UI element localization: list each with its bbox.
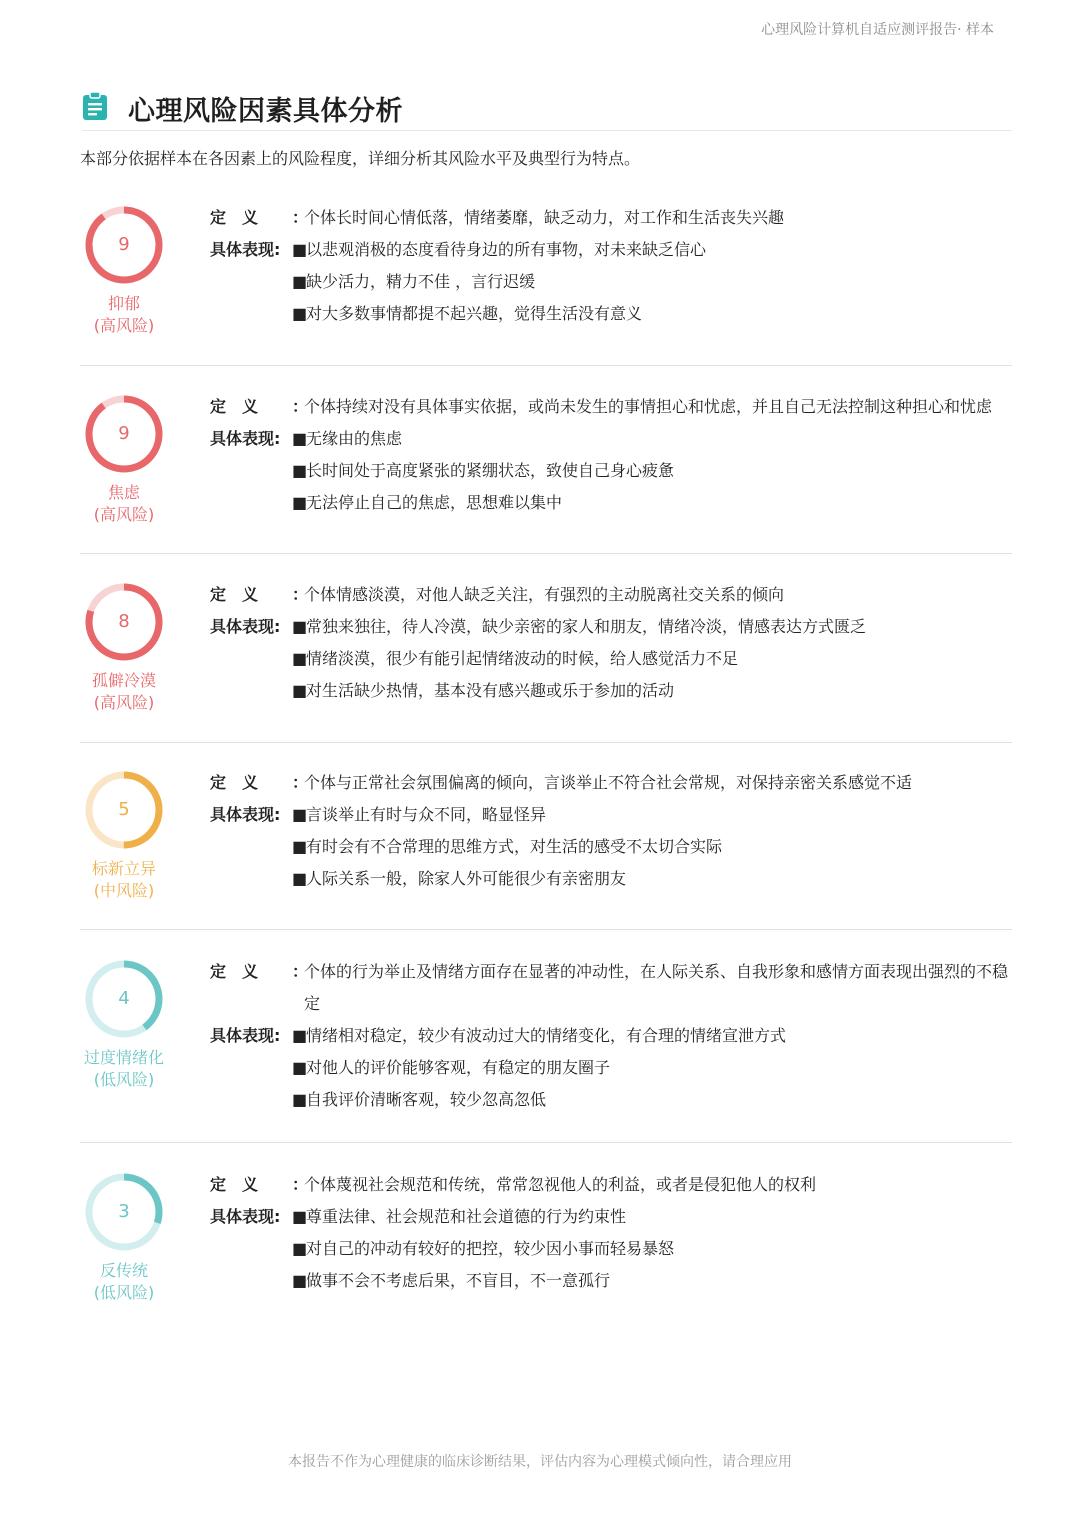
behavior-item: 尊重法律、社会规范和社会道德的行为约束性	[306, 1207, 627, 1226]
behavior-row	[210, 1084, 1010, 1116]
behavior-label: 具体表现:	[210, 805, 281, 824]
factor-gauge-column	[80, 579, 168, 714]
behavior-row	[210, 863, 1010, 895]
behavior-row	[210, 266, 1010, 298]
definition-colon: ：	[292, 397, 309, 416]
definition-colon: ：	[292, 1175, 309, 1194]
bullet-icon: ■	[292, 1207, 308, 1226]
bullet-icon: ■	[292, 1239, 308, 1258]
risk-level: (高风险)	[93, 505, 155, 524]
behavior-row	[210, 675, 1010, 707]
definition-row	[210, 391, 1010, 423]
score-value: 8	[118, 611, 130, 632]
definition-label: 定 义	[210, 773, 259, 792]
behavior-item: 常独来独往，待人冷漠，缺少亲密的家人和朋友，情绪冷淡，情感表达方式匮乏	[306, 617, 867, 636]
bullet-icon: ■	[292, 1026, 308, 1045]
behavior-row	[210, 455, 1010, 487]
page-title: 心理风险因素具体分析	[128, 95, 403, 127]
bullet-icon: ■	[292, 304, 308, 323]
behavior-label: 具体表现:	[210, 1207, 281, 1226]
score-gauge	[81, 767, 167, 853]
behavior-row	[210, 1052, 1010, 1084]
factor-description	[210, 1169, 1010, 1297]
score-value: 5	[118, 799, 130, 820]
title-divider	[82, 130, 1012, 131]
footer-disclaimer: 本报告不作为心理健康的临床诊断结果，评估内容为心理模式倾向性，请合理应用	[288, 1454, 792, 1470]
factor-gauge-column	[80, 391, 168, 526]
factor-name: 过度情绪化	[83, 1048, 164, 1067]
behavior-label: 具体表现:	[210, 1026, 281, 1045]
score-gauge	[81, 202, 167, 288]
factor-section-eccentricity	[80, 767, 1012, 930]
bullet-icon: ■	[292, 272, 308, 291]
behavior-row	[210, 423, 1010, 455]
behavior-row	[210, 1233, 1010, 1265]
behavior-item: 长时间处于高度紧张的紧绷状态，致使自己身心疲惫	[306, 461, 675, 480]
bullet-icon: ■	[292, 493, 308, 512]
section-title-row	[82, 86, 1012, 130]
definition-row	[210, 767, 1010, 799]
section-divider	[80, 553, 1012, 554]
definition-row	[210, 956, 1010, 1020]
definition-text: 个体蔑视社会规范和传统，常常忽视他人的利益，或者是侵犯他人的权利	[304, 1175, 817, 1194]
factor-section-anxiety	[80, 391, 1012, 554]
score-gauge	[81, 391, 167, 477]
factor-name: 孤僻冷漠	[91, 671, 156, 690]
bullet-icon: ■	[292, 429, 308, 448]
factor-name: 抑郁	[107, 294, 140, 313]
factor-description	[210, 767, 1010, 895]
factor-section-depression	[80, 202, 1012, 366]
score-value: 9	[118, 234, 130, 255]
behavior-row	[210, 611, 1010, 643]
bullet-icon: ■	[292, 837, 308, 856]
score-value: 3	[118, 1201, 130, 1222]
definition-row	[210, 202, 1010, 234]
behavior-row	[210, 1201, 1010, 1233]
behavior-item: 对生活缺少热情，基本没有感兴趣或乐于参加的活动	[306, 681, 675, 700]
factor-name: 标新立异	[91, 859, 156, 878]
definition-colon: ：	[292, 208, 309, 227]
factor-name: 反传统	[99, 1261, 148, 1280]
risk-level: (低风险)	[93, 1070, 155, 1089]
bullet-icon: ■	[292, 1090, 308, 1109]
behavior-row	[210, 234, 1010, 266]
behavior-item: 做事不会不考虑后果，不盲目，不一意孤行	[306, 1271, 611, 1290]
behavior-row	[210, 799, 1010, 831]
behavior-row	[210, 1265, 1010, 1297]
bullet-icon: ■	[292, 461, 308, 480]
definition-text: 个体的行为举止及情绪方面存在显著的冲动性，在人际关系、自我形象和感情方面表现出强烈的不稳定	[304, 962, 1009, 1013]
factor-description	[210, 202, 1010, 330]
definition-label: 定 义	[210, 208, 259, 227]
definition-colon: ：	[292, 585, 309, 604]
intro-text: 本部分依据样本在各因素上的风险程度，详细分析其风险水平及典型行为特点。	[80, 149, 641, 168]
risk-level: (高风险)	[93, 316, 155, 335]
definition-row	[210, 579, 1010, 611]
bullet-icon: ■	[292, 617, 308, 636]
behavior-item: 情绪相对稳定，较少有波动过大的情绪变化，有合理的情绪宣泄方式	[306, 1026, 787, 1045]
behavior-row	[210, 643, 1010, 675]
definition-colon: ：	[292, 962, 309, 981]
document-icon	[82, 92, 108, 120]
behavior-item: 缺少活力，精力不佳 ，言行迟缓	[306, 272, 536, 291]
behavior-item: 对自己的冲动有较好的把控，较少因小事而轻易暴怒	[306, 1239, 675, 1258]
definition-colon: ：	[292, 773, 309, 792]
factor-description	[210, 391, 1010, 519]
definition-row	[210, 1169, 1010, 1201]
bullet-icon: ■	[292, 805, 308, 824]
bullet-icon: ■	[292, 869, 308, 888]
behavior-row	[210, 487, 1010, 519]
bullet-icon: ■	[292, 649, 308, 668]
factor-gauge-column	[80, 1169, 168, 1304]
bullet-icon: ■	[292, 240, 308, 259]
factor-section-aloofness	[80, 579, 1012, 743]
risk-level: (高风险)	[93, 693, 155, 712]
behavior-item: 情绪淡漠，很少有能引起情绪波动的时候，给人感觉活力不足	[306, 649, 739, 668]
bullet-icon: ■	[292, 681, 308, 700]
behavior-label: 具体表现:	[210, 429, 281, 448]
behavior-item: 无缘由的焦虑	[306, 429, 403, 448]
definition-label: 定 义	[210, 397, 259, 416]
score-gauge	[81, 956, 167, 1042]
risk-level: (低风险)	[93, 1283, 155, 1302]
behavior-item: 有时会有不合常理的思维方式，对生活的感受不太切合实际	[306, 837, 723, 856]
factor-gauge-column	[80, 956, 168, 1091]
section-divider	[80, 742, 1012, 743]
factor-section-antitradition	[80, 1169, 1012, 1309]
behavior-row	[210, 1020, 1010, 1052]
factor-gauge-column	[80, 202, 168, 337]
definition-text: 个体与正常社会氛围偏离的倾向，言谈举止不符合社会常规，对保持亲密关系感觉不适	[304, 773, 913, 792]
behavior-item: 对大多数事情都提不起兴趣，觉得生活没有意义	[306, 304, 643, 323]
definition-label: 定 义	[210, 585, 259, 604]
factor-description	[210, 956, 1010, 1116]
definition-text: 个体持续对没有具体事实依据，或尚未发生的事情担心和忧虑，并且自己无法控制这种担心和忧虑	[304, 397, 993, 416]
definition-label: 定 义	[210, 1175, 259, 1194]
behavior-row	[210, 298, 1010, 330]
behavior-item: 人际关系一般，除家人外可能很少有亲密朋友	[306, 869, 627, 888]
definition-text: 个体情感淡漠，对他人缺乏关注，有强烈的主动脱离社交关系的倾向	[304, 585, 785, 604]
risk-level: (中风险)	[93, 881, 155, 900]
definition-label: 定 义	[210, 962, 259, 981]
behavior-item: 以悲观消极的态度看待身边的所有事物，对未来缺乏信心	[306, 240, 707, 259]
score-gauge	[81, 1169, 167, 1255]
score-value: 4	[118, 988, 130, 1009]
factor-description	[210, 579, 1010, 707]
bullet-icon: ■	[292, 1058, 308, 1077]
behavior-row	[210, 831, 1010, 863]
behavior-label: 具体表现:	[210, 240, 281, 259]
behavior-label: 具体表现:	[210, 617, 281, 636]
behavior-item: 无法停止自己的焦虑，思想难以集中	[306, 493, 563, 512]
behavior-item: 自我评价清晰客观，较少忽高忽低	[306, 1090, 547, 1109]
score-gauge	[81, 579, 167, 665]
definition-text: 个体长时间心情低落，情绪萎靡，缺乏动力，对工作和生活丧失兴趣	[304, 208, 785, 227]
factor-name: 焦虑	[107, 483, 140, 502]
score-value: 9	[118, 423, 130, 444]
report-header-note: 心理风险计算机自适应测评报告· 样本	[761, 22, 994, 38]
factor-gauge-column	[80, 767, 168, 902]
behavior-item: 对他人的评价能够客观，有稳定的朋友圈子	[306, 1058, 611, 1077]
behavior-item: 言谈举止有时与众不同，略显怪异	[306, 805, 547, 824]
section-divider	[80, 929, 1012, 930]
bullet-icon: ■	[292, 1271, 308, 1290]
section-divider	[80, 1142, 1012, 1143]
section-divider	[80, 365, 1012, 366]
factor-section-emotionality	[80, 956, 1012, 1143]
